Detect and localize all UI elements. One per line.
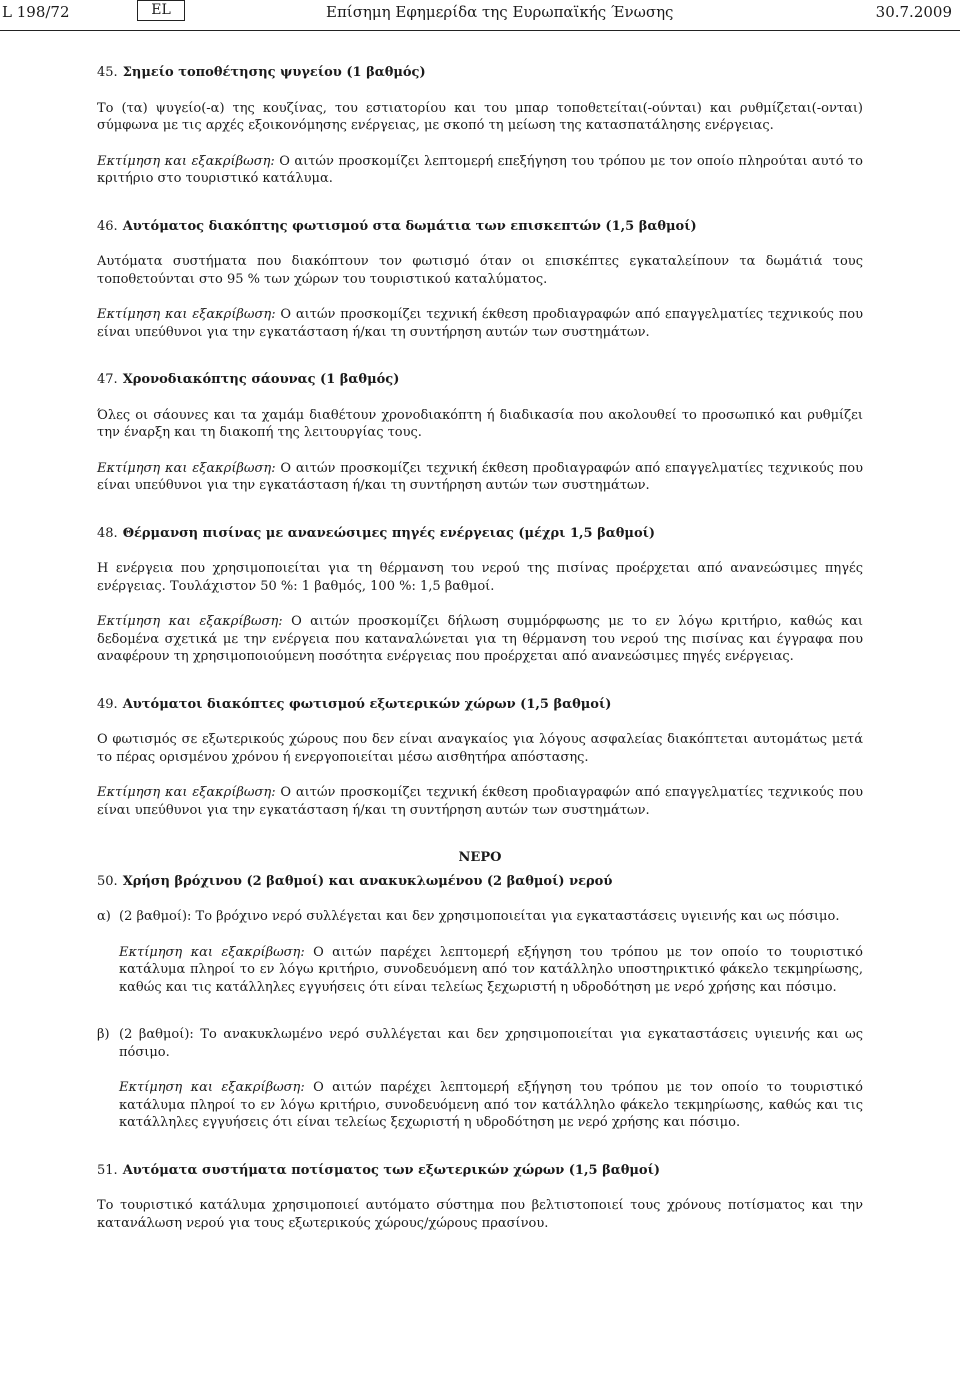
journal-title: Επίσημη Εφημερίδα της Ευρωπαϊκής Ένωσης — [326, 3, 674, 21]
item-a-text: (2 βαθμοί): Το βρόχινο νερό συλλέγεται και δεν χρησιμοποιείται για εγκαταστάσεις υγιεινής και ως πόσιμο. — [119, 909, 840, 924]
section-46-assessment: Εκτίμηση και εξακρίβωση: Ο αιτών προσκομίζει τεχνική έκθεση προδιαγραφών από επαγγελματίες τεχνικούς που είναι υπεύθυνοι για την εγκατάσταση ή/και τη συντήρηση αυτών των συστημάτων. — [97, 307, 863, 340]
section-50-item-b — [97, 1026, 863, 1061]
section-51-body: Το τουριστικό κατάλυμα χρησιμοποιεί αυτόματο σύστημα που βελτιστοποιεί τους χρόνους ποτίσματος και την κατανάλωση νερού για τους εξωτερικούς χώρους/χώρους πρασίνου. — [97, 1198, 863, 1231]
section-49-assessment: Εκτίμηση και εξακρίβωση: Ο αιτών προσκομίζει τεχνική έκθεση προδιαγραφών από επαγγελματίες τεχνικούς που είναι υπεύθυνοι για την εγκατάσταση ή/και τη συντήρηση αυτών των συστημάτων. — [97, 785, 863, 818]
section-47-assessment: Εκτίμηση και εξακρίβωση: Ο αιτών προσκομίζει τεχνική έκθεση προδιαγραφών από επαγγελματίες τεχνικούς που είναι υπεύθυνοι για την εγκατάσταση ή/και τη συντήρηση αυτών των συστημάτων. — [97, 460, 863, 493]
item-b-marker: β) — [97, 1027, 110, 1042]
section-47-body: Όλες οι σάουνες και τα χαμάμ διαθέτουν χρονοδιακόπτη ή διαδικασία που ακολουθεί το προσωπικό και ρυθμίζει την έναρξη και τη διακοπή της λειτουργίας τους. — [97, 407, 863, 440]
section-47-heading: 47. Χρονοδιακόπτης σάουνας (1 βαθμός) — [97, 372, 400, 387]
section-45-assessment: Εκτίμηση και εξακρίβωση: Ο αιτών προσκομίζει λεπτομερή επεξήγηση του τρόπου με τον οποίο πληρούται αυτό το κριτήριο στο τουριστικό κατάλυμα. — [97, 153, 863, 186]
publication-date: 30.7.2009 — [875, 3, 952, 21]
section-49-heading: 49. Αυτόματοι διακόπτες φωτισμού εξωτερικών χώρων (1,5 βαθμοί) — [97, 696, 612, 712]
item-a-marker: α) — [97, 909, 111, 924]
section-46-body: Αυτόματα συστήματα που διακόπτουν τον φωτισμό όταν οι επισκέπτες εγκαταλείπουν τα δωμάτιά τους τοποθετούνται στο 95 % των χώρων του τουριστικού καταλύματος. — [97, 254, 863, 287]
document-body — [97, 64, 863, 1232]
language-badge: EL — [137, 0, 185, 21]
section-46-heading: 46. Αυτόματος διακόπτης φωτισμού στα δωμάτια των επισκεπτών (1,5 βαθμοί) — [97, 218, 697, 234]
section-51-heading: 51. Αυτόματα συστήματα ποτίσματος των εξωτερικών χώρων (1,5 βαθμοί) — [97, 1162, 661, 1178]
item-b-assessment: Εκτίμηση και εξακρίβωση: Ο αιτών παρέχει λεπτομερή εξήγηση του τρόπου με τον οποίο το τουριστικό κατάλυμα πληροί το εν λόγω κριτήριο, συνοδευόμενη από τον κατάλληλο φάκελο τεκμηρίωσης, καθώς και τις κατάλληλες εγγυήσεις ότι είναι τελείως ξεχωριστή η υδροδότηση με νερό χρήσης και πόσιμο. — [119, 1080, 863, 1130]
section-50-item-a — [97, 908, 863, 926]
section-50-heading: 50. Χρήση βρόχινου (2 βαθμοί) και ανακυκλωμένου (2 βαθμοί) νερού — [97, 873, 613, 889]
page-reference: L 198/72 — [2, 3, 70, 21]
section-45-heading: 45. Σημείο τοποθέτησης ψυγείου (1 βαθμός) — [97, 65, 426, 80]
section-48-assessment: Εκτίμηση και εξακρίβωση: Ο αιτών προσκομίζει δήλωση συμμόρφωσης με το εν λόγω κριτήριο, καθώς και δεδομένα σχετικά με την ενέργεια που καταναλώνεται για τη θέρμανση του νερού της πισίνας και έγγραφα που αναφέρουν τη χρησιμοποιούμενη ποσότητα ενέργειας που προέρχεται από ανανεώσιμες πηγές ενέργειας. — [97, 614, 863, 664]
page-header — [0, 0, 960, 31]
section-49-body: Ο φωτισμός σε εξωτερικούς χώρους που δεν είναι αναγκαίος για λόγους ασφαλείας διακόπτεται αυτομάτως μετά το πέρας ορισμένου χρόνου ή ενεργοποιείται μέσω αισθητήρα απόστασης. — [97, 732, 863, 765]
section-48-body: Η ενέργεια που χρησιμοποιείται για τη θέρμανση του νερού της πισίνας προέρχεται από ανανεώσιμες πηγές ενέργειας. Τουλάχιστον 50 %: 1 βαθμός, 100 %: 1,5 βαθμοί. — [97, 561, 863, 594]
section-45-body: Το (τα) ψυγείο(-α) της κουζίνας, του εστιατορίου και του μπαρ τοποθετείται(-ούνται) και ρυθμίζεται(-ονται) σύμφωνα με τις αρχές εξοικονόμησης ενέργειας, με σκοπό τη μείωση της κατασπατάλησης ενέργειας. — [97, 100, 863, 133]
item-a-assessment: Εκτίμηση και εξακρίβωση: Ο αιτών παρέχει λεπτομερή εξήγηση του τρόπου με τον οποίο το τουριστικό κατάλυμα πληροί το εν λόγω κριτήριο, συνοδευόμενη από τον κατάλληλο υποστηρικτικό φάκελο τεκμηρίωσης, καθώς και τις κατάλληλες εγγυήσεις ότι είναι τελείως ξεχωριστή η υδροδότηση με νερό χρήσης και πόσιμο. — [119, 944, 863, 995]
section-48-heading: 48. Θέρμανση πισίνας με ανανεώσιμες πηγές ενέργειας (μέχρι 1,5 βαθμοί) — [97, 525, 656, 541]
water-heading: ΝΕΡΟ — [458, 850, 502, 865]
item-b-text: (2 βαθμοί): Το ανακυκλωμένο νερό συλλέγεται και δεν χρησιμοποιείται για εγκαταστάσεις υγιεινής και ως πόσιμο. — [119, 1027, 863, 1060]
